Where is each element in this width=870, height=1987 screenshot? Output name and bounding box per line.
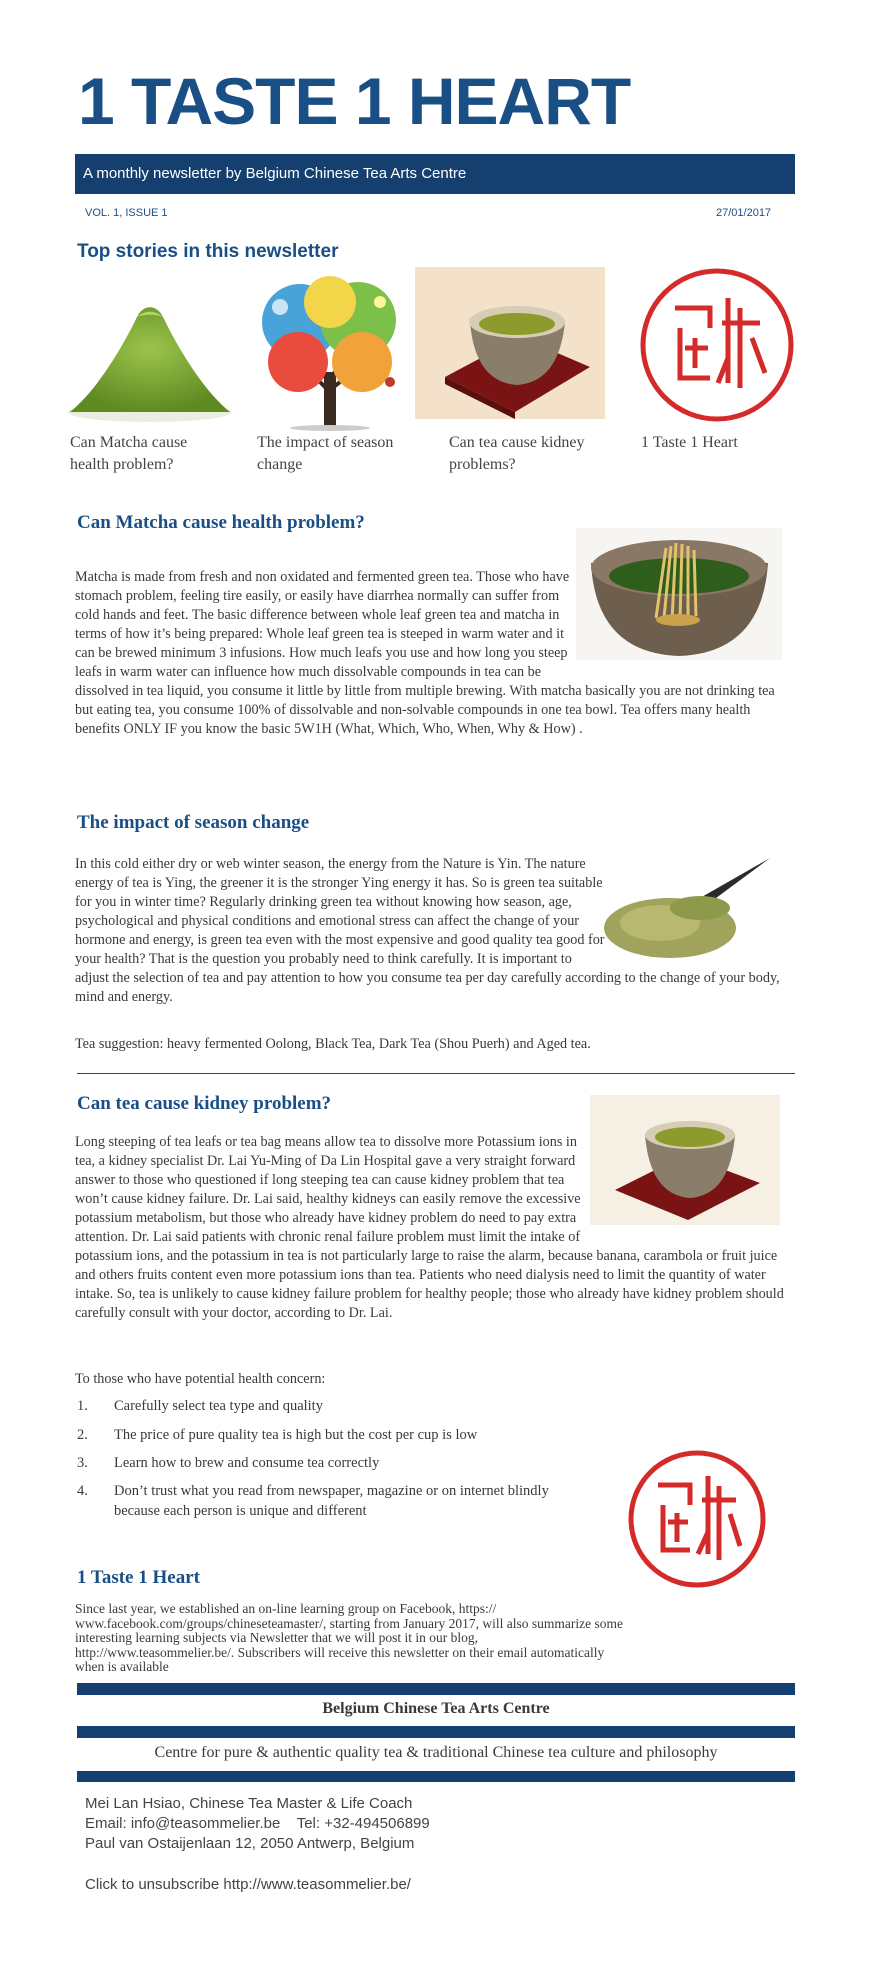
tea-bowl-image (415, 267, 605, 419)
health-concern-intro: To those who have potential health concern: (75, 1371, 326, 1387)
volume-issue: VOL. 1, ISSUE 1 (85, 207, 168, 219)
red-seal-image (640, 268, 795, 423)
footer-org-description: Centre for pure & authentic quality tea & traditional Chinese tea culture and philosophy (154, 1744, 718, 1761)
tea-suggestion: Tea suggestion: heavy fermented Oolong, Black Tea, Dark Tea (Shou Puerh) and Aged tea. (75, 1036, 591, 1052)
article-matcha-body: Matcha is made from fresh and non oxidated and fermented green tea. Those who have stomach problem, feeling tire easily, or easily have diarrhea normally can suffer from cold hands and feet. The basic difference between whole leaf green tea and matcha in terms of how it’s being prepared: Whole leaf green tea is steeped in warm water and it can be brewed minimum 3 infusions. How much leafs you use and how long you steep leafs in warm water can influence how much dissolvable compounds in tea can be dissolved in tea liquid, you consume it little by little from multiple brewing. With matcha basically you are not drinking tea but eating tea, you consume 100% of dissolvable and non-solvable compounds in one tea bowl. Tea offers many health benefits ONLY IF you know the basic 5W1H (What, Which, Who, When, Why & How) . (75, 569, 775, 737)
contact-name: Mei Lan Hsiao, Chinese Tea Master & Life Coach (85, 1795, 413, 1812)
newsletter-masthead: 1 TASTE 1 HEART (78, 64, 631, 138)
contact-address: Paul van Ostaijenlaan 12, 2050 Antwerp, Belgium (85, 1835, 415, 1852)
article-kidney-title: Can tea cause kidney problem? (77, 1093, 332, 1114)
article-1taste-body: Since last year, we established an on-line learning group on Facebook, https:// www.facebook.com/groups/chineseteamaster/, starting from January 2017, will also summarize some interesting learning subjects via Newsletter that we will post it in our blog, http://www.teasommelier.be/. Subscribers will receive this newsletter on their email automatically when is available (75, 1601, 623, 1674)
article-matcha-title: Can Matcha cause health problem? (77, 512, 365, 533)
issue-date: 27/01/2017 (716, 207, 772, 219)
matcha-powder-image (65, 262, 235, 422)
tagline-bar (75, 154, 795, 194)
footer-bar-middle (77, 1726, 795, 1738)
footer-org-name: Belgium Chinese Tea Arts Centre (322, 1700, 550, 1717)
red-seal-logo (628, 1450, 766, 1588)
article-1taste-title: 1 Taste 1 Heart (77, 1567, 200, 1588)
season-tree-image (240, 262, 420, 432)
article-season-body: In this cold either dry or web winter season, the energy from the Nature is Yin. The nature energy of tea is Ying, the greener it is the stronger Ying energy it has. So is green tea suitable for you in winter time? Regularly drinking green tea without knowing how season, age, psychological and physical conditions and emotional stress can affect the change of your hormone and energy, is green tea even with the most expensive and good quality tea good for your health? That is the question you probably need to think carefully. It is important to adjust the selection of tea and pay attention to how you consume tea per day carefully according to the change of your body, mind and energy. (75, 856, 780, 1005)
top-story-caption-2[interactable]: The impact of season change (257, 434, 394, 473)
section-divider (77, 1073, 795, 1074)
unsubscribe-link[interactable]: Click to unsubscribe http://www.teasommelier.be/ (85, 1876, 411, 1893)
tagline-text: A monthly newsletter by Belgium Chinese Tea Arts Centre (83, 165, 467, 182)
article-kidney-body: Long steeping of tea leafs or tea bag means allow tea to dissolve more Potassium ions in tea, a kidney specialist Dr. Lai Yu-Ming of Da Lin Hospital gave a very straight forward answer to those who questioned if long steeping tea can cause kidney problem that tea won’t cause kidney failure. Dr. Lai said, healthy kidneys can easily remove the excessive potassium metabolism, but those who already have kidney problem do need to pay extra attention. Dr. Lai said patients with chronic renal failure problem must limit the intake of potassium ions, and the potassium in tea is not particularly large to raise the alarm, because banana, carambola or fruit juice and others fruits content even more potassium ions than tea. Patients who need dialysis need to limit the quantity of water intake. So, tea is unlikely to cause kidney failure problem for healthy people; those who already have kidney problem should carefully consult with your doctor, according to Dr. Lai. (75, 1134, 784, 1321)
top-story-caption-1[interactable]: Can Matcha cause health problem? (70, 434, 188, 473)
top-story-caption-3[interactable]: Can tea cause kidney problems? (449, 434, 585, 473)
top-stories-heading: Top stories in this newsletter (77, 241, 339, 262)
article-season-title: The impact of season change (77, 812, 310, 833)
top-story-caption-4[interactable]: 1 Taste 1 Heart (641, 434, 738, 451)
footer-bar-bottom (77, 1771, 795, 1782)
contact-email-phone[interactable]: Email: info@teasommelier.be Tel: +32-494506899 (85, 1815, 430, 1832)
footer-bar-top (77, 1683, 795, 1695)
